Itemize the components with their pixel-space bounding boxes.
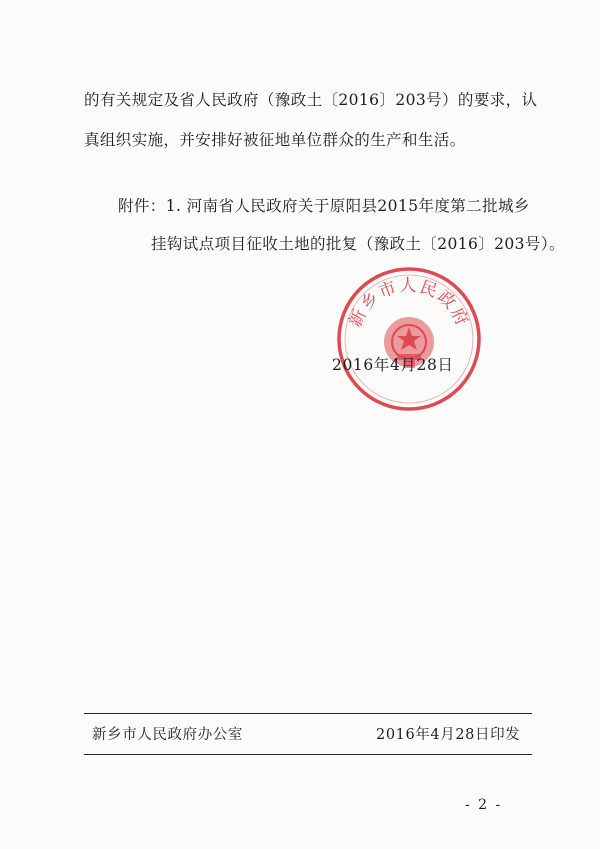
footer-divider-top — [84, 713, 532, 714]
official-seal — [334, 264, 484, 414]
page-number: - 2 - — [465, 797, 503, 813]
attachment-line-2: 挂钩试点项目征收土地的批复（豫政土〔2016〕203号）。 — [151, 235, 565, 253]
body-paragraph-line-2: 真组织实施，并安排好被征地单位群众的生产和生活。 — [84, 131, 466, 149]
footer-print-date: 2016年4月28日印发 — [376, 727, 521, 743]
seal-text: 新乡市人民政府 — [345, 276, 473, 331]
body-paragraph-line-1: 的有关规定及省人民政府（豫政土〔2016〕203号）的要求，认 — [84, 91, 538, 109]
attachment-line-1: 附件：1. 河南省人民政府关于原阳县2015年度第二批城乡 — [118, 197, 530, 215]
footer-divider-bottom — [84, 754, 532, 755]
footer-issuer: 新乡市人民政府办公室 — [92, 727, 243, 743]
signature-date: 2016年4月28日 — [332, 356, 454, 374]
